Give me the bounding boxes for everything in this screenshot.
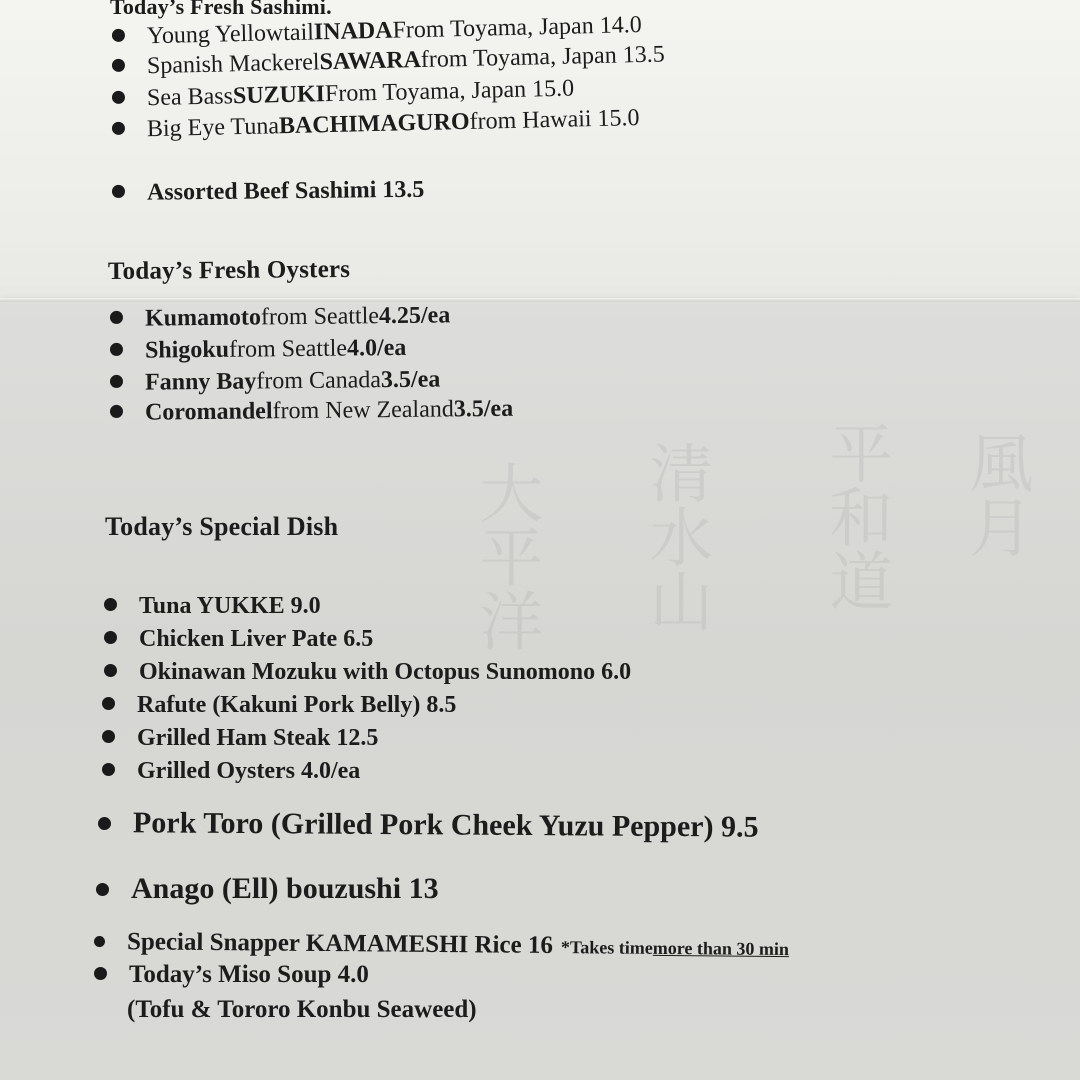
menu-item [102,692,456,719]
item-name: Shigoku [144,336,230,364]
item-text: from Toyama, Japan 13.5 [420,41,665,73]
bullet-icon [102,763,115,776]
menu-item [96,872,439,906]
menu-item [110,367,441,397]
item-text: From Toyama, Japan 15.0 [324,75,575,108]
item-text: Grilled Oysters 4.0/ea [137,758,361,784]
bullet-icon [94,967,107,980]
item-text: Tuna YUKKE 9.0 [139,593,321,619]
bullet-icon [98,817,111,830]
item-text: Okinawan Mozuku with Octopus Sunomono 6.0 [139,659,632,685]
item-note-underlined: more than 30 min [652,937,790,960]
item-text: from Hawaii 15.0 [469,105,640,135]
bullet-icon [96,883,109,896]
item-price: 3.5/ea [380,366,441,394]
item-text: Rafute (Kakuni Pork Belly) 8.5 [137,692,457,718]
bullet-icon [104,598,117,611]
menu-item [104,626,373,653]
bullet-icon [112,59,125,72]
bullet-icon [112,91,125,104]
menu-item [104,659,631,686]
item-price: 4.0/ea [346,334,407,362]
menu-item [98,806,759,845]
item-price: 4.25/ea [378,302,451,330]
item-note: *Takes time [560,937,653,958]
item-name: Kumamoto [144,304,262,332]
menu-item [112,177,425,207]
menu-item [110,396,513,427]
bullet-icon [110,343,123,356]
item-text: Grilled Ham Steak 12.5 [137,725,379,751]
item-text: from Seattle [260,303,380,331]
bullet-icon [112,185,125,198]
item-text: Special Snapper KAMAMESHI Rice 16 [126,928,554,960]
item-text: from New Zealand [272,396,454,425]
item-text: Spanish Mackerel [146,49,320,80]
menu-item [110,335,407,365]
bullet-icon [102,697,115,710]
menu-item [104,593,321,620]
item-name: Assorted Beef Sashimi 13.5 [146,176,425,206]
item-text: Young Yellowtail [146,19,315,50]
bullet-icon [112,122,125,135]
item-name: INADA [313,17,393,46]
item-text: Sea Bass [146,83,234,112]
special-heading: Today’s Special Dish [105,512,339,541]
bullet-icon [110,375,123,388]
item-name: SUZUKI [232,81,326,110]
menu-item [94,961,369,989]
bullet-icon [110,405,123,418]
item-subline: (Tofu & Tororo Konbu Seaweed) [127,996,477,1023]
paper-fold [0,298,1080,302]
menu-item [102,758,360,785]
menu-item [102,725,378,752]
item-text: Big Eye Tuna [146,113,280,143]
bullet-icon [112,29,125,42]
item-text: Chicken Liver Pate 6.5 [139,626,374,652]
item-name: Fanny Bay [144,368,257,396]
item-text: From Toyama, Japan 14.0 [392,11,642,44]
sashimi-heading: Today’s Fresh Sashimi. [110,0,332,19]
menu-item [110,302,451,333]
item-text: Anago (Ell) bouzushi 13 [131,872,439,905]
item-name: SAWARA [319,46,422,76]
item-text: from Canada [256,367,382,395]
item-name: Coromandel [144,398,273,426]
item-text: Today’s Miso Soup 4.0 [129,961,369,988]
bullet-icon [94,936,105,947]
item-text: Pork Toro (Grilled Pork Cheek Yuzu Pepper) 9.5 [132,806,759,844]
bullet-icon [102,730,115,743]
item-text: from Seattle [228,335,348,363]
bullet-icon [104,664,117,677]
item-name: BACHIMAGURO [278,108,470,140]
bullet-icon [104,631,117,644]
bullet-icon [110,311,123,324]
oysters-heading: Today’s Fresh Oysters [107,255,351,285]
item-price: 3.5/ea [453,395,514,423]
